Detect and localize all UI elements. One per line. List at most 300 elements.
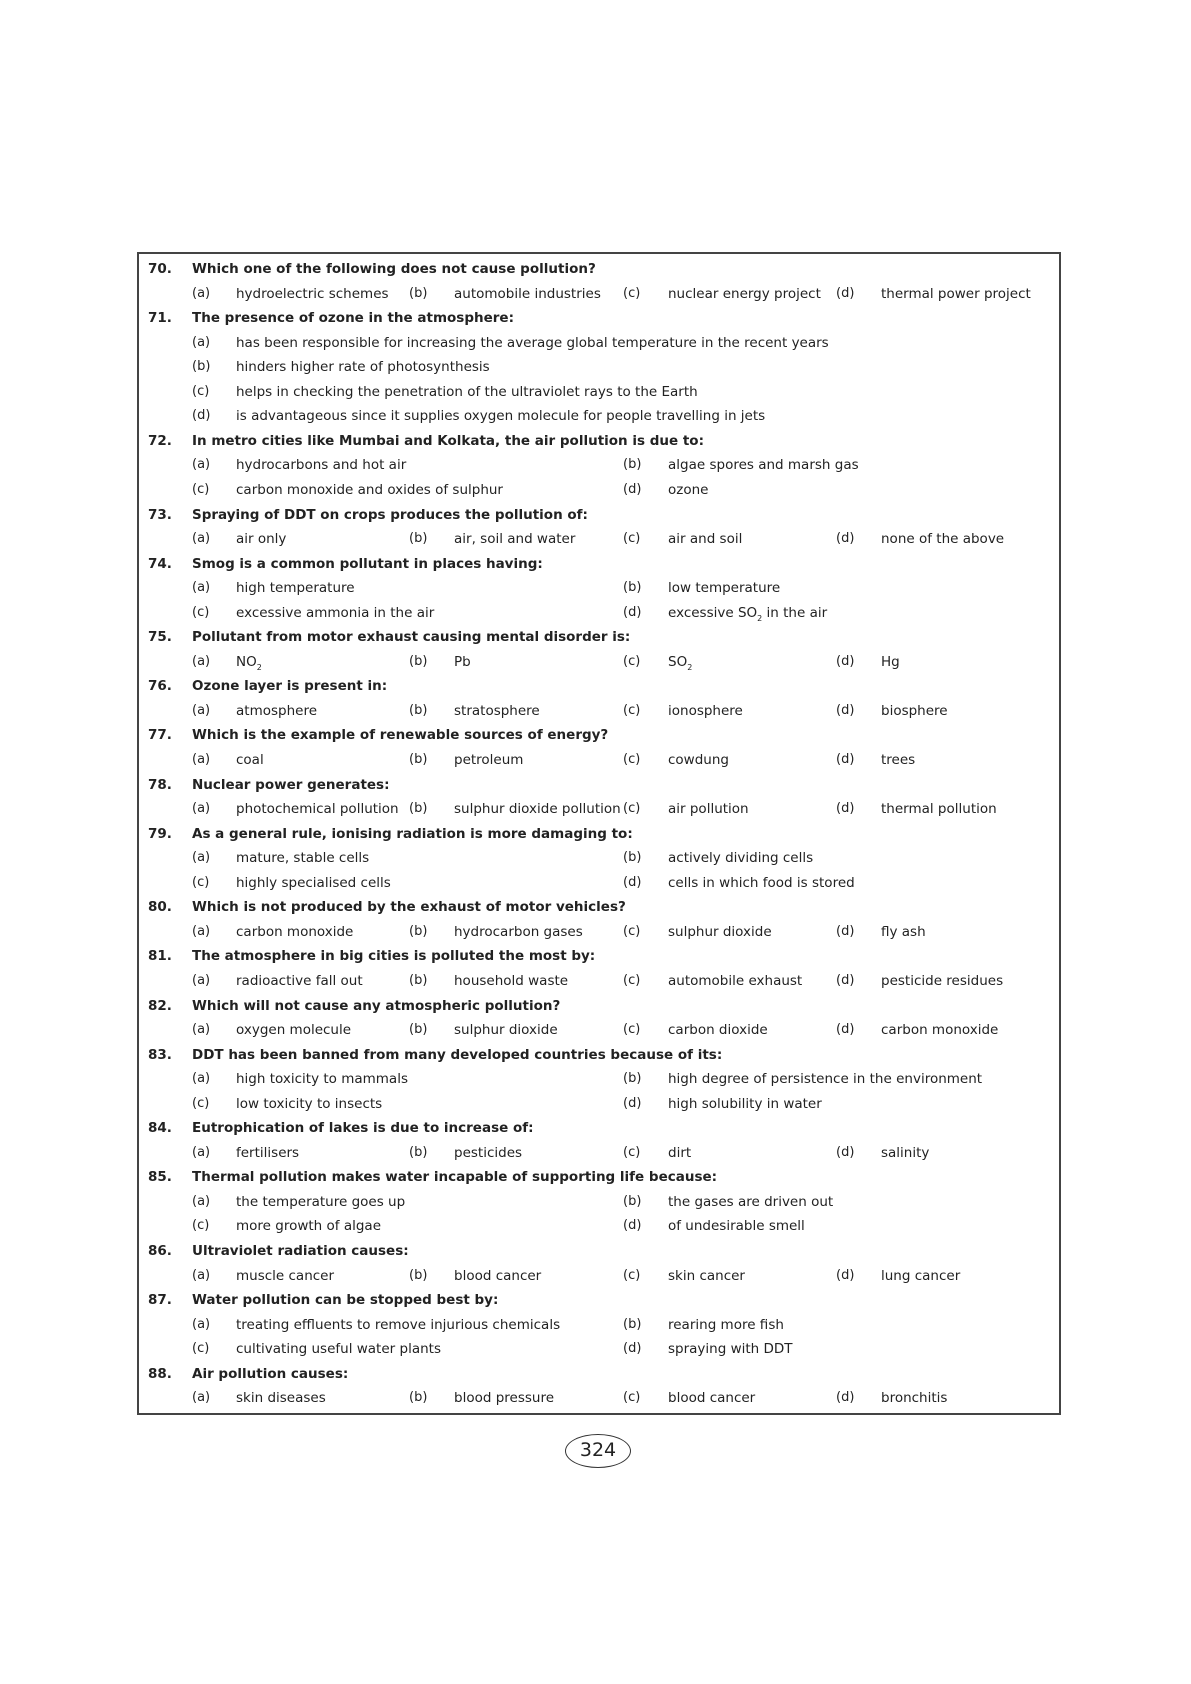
option-text-main: of undesirable smell — [668, 1218, 805, 1235]
option-label: (d) — [836, 285, 855, 301]
question-frame — [137, 252, 1061, 1415]
option-text-main: mature, stable cells — [236, 850, 370, 867]
option-text — [668, 1092, 822, 1116]
option-text — [881, 797, 997, 821]
question-row — [139, 994, 1059, 1018]
option-label: (a) — [192, 653, 211, 669]
option-text-main: air, soil and water — [454, 531, 576, 548]
option-label: (d) — [836, 1390, 855, 1406]
option-row — [139, 527, 1059, 551]
option-label: (b) — [409, 1144, 428, 1160]
option-label: (c) — [192, 1341, 210, 1357]
question-text: Air pollution causes: — [192, 1365, 349, 1382]
option-text — [668, 527, 742, 551]
option-label: (d) — [192, 408, 211, 424]
option-text-main: carbon dioxide — [668, 1022, 768, 1039]
option-text — [881, 527, 1004, 551]
option-row — [139, 404, 1059, 428]
option-row — [139, 748, 1059, 772]
option-text-main: biosphere — [881, 702, 948, 719]
question-number: 88. — [148, 1365, 172, 1382]
option-text-main: sulphur dioxide pollution — [454, 801, 621, 818]
option-text — [236, 1067, 408, 1091]
question-row — [139, 1043, 1059, 1067]
option-text — [668, 797, 749, 821]
option-text — [236, 601, 434, 625]
option-text-main: household waste — [454, 972, 569, 989]
option-text-main: petroleum — [454, 752, 524, 768]
question-row — [139, 944, 1059, 968]
option-text-main: has been responsible for increasing the average global temperature in the recent years — [236, 334, 829, 351]
option-text — [881, 1141, 929, 1165]
option-label: (a) — [192, 923, 211, 939]
option-text — [236, 355, 490, 379]
option-text-main: cultivating useful water plants — [236, 1341, 441, 1358]
option-text-main: treating effluents to remove injurious chemicals — [236, 1316, 561, 1333]
option-text — [236, 282, 389, 306]
option-label: (c) — [623, 1022, 641, 1038]
option-label: (a) — [192, 801, 211, 817]
option-text-main: air and soil — [668, 531, 743, 548]
question-number: 74. — [148, 555, 172, 572]
option-text — [668, 453, 859, 477]
option-text — [454, 699, 540, 723]
option-text-main: air only — [236, 531, 287, 548]
question-text: As a general rule, ionising radiation is more damaging to: — [192, 825, 633, 842]
question-row — [139, 1362, 1059, 1386]
option-text — [668, 871, 855, 895]
option-text-main: NO — [236, 653, 257, 670]
option-text-main: oxygen molecule — [236, 1022, 352, 1039]
option-text — [236, 920, 353, 944]
option-label: (a) — [192, 580, 211, 596]
option-text — [881, 650, 900, 674]
option-row — [139, 1264, 1059, 1288]
option-text-main: photochemical pollution — [236, 801, 399, 818]
option-label: (d) — [623, 481, 642, 497]
option-label: (d) — [623, 874, 642, 890]
option-label: (c) — [623, 531, 641, 547]
option-text-main: hydroelectric schemes — [236, 285, 389, 302]
option-text-main: skin diseases — [236, 1390, 326, 1407]
option-text-main: SO — [668, 653, 688, 670]
option-text-main: automobile industries — [454, 285, 601, 302]
option-text-main: ozone — [668, 481, 709, 498]
option-label: (d) — [836, 1267, 855, 1283]
option-text-main: hydrocarbon gases — [454, 923, 583, 940]
option-text — [668, 576, 780, 600]
option-text-main: thermal power project — [881, 285, 1031, 302]
option-text-main: blood cancer — [668, 1390, 756, 1407]
option-label: (a) — [192, 702, 211, 718]
option-text — [236, 478, 503, 502]
option-label: (a) — [192, 850, 211, 866]
question-text: Ozone layer is present in: — [192, 678, 388, 695]
option-label: (c) — [623, 923, 641, 939]
option-text — [668, 601, 827, 625]
question-row — [139, 503, 1059, 527]
option-label: (d) — [623, 1095, 642, 1111]
option-label: (b) — [623, 850, 642, 866]
option-text — [668, 846, 813, 870]
option-row — [139, 1141, 1059, 1165]
option-text — [881, 1264, 960, 1288]
option-text-main: trees — [881, 752, 916, 768]
option-label: (b) — [623, 1193, 642, 1209]
option-label: (a) — [192, 1316, 211, 1332]
option-label: (c) — [192, 1095, 210, 1111]
option-text — [236, 576, 355, 600]
option-label: (c) — [192, 874, 210, 890]
option-text — [236, 1337, 441, 1361]
option-text-main: sulphur dioxide — [668, 923, 772, 940]
option-text — [668, 1214, 805, 1238]
option-label: (b) — [409, 531, 428, 547]
option-label: (d) — [836, 972, 855, 988]
option-text — [668, 1190, 833, 1214]
option-label: (b) — [409, 801, 428, 817]
option-text — [454, 282, 601, 306]
option-row — [139, 478, 1059, 502]
option-text-main: fly ash — [881, 923, 926, 940]
option-label: (a) — [192, 1267, 211, 1283]
option-text — [881, 748, 915, 772]
option-text-main: cowdung — [668, 752, 729, 768]
question-text: Eutrophication of lakes is due to increase of: — [192, 1120, 534, 1137]
question-number: 71. — [148, 310, 172, 327]
option-label: (a) — [192, 457, 211, 473]
option-label: (c) — [623, 1390, 641, 1406]
option-text — [236, 1141, 299, 1165]
option-text-main: skin cancer — [668, 1267, 745, 1284]
option-label: (a) — [192, 1390, 211, 1406]
option-label: (d) — [623, 1218, 642, 1234]
option-text-main: algae spores and marsh gas — [668, 457, 859, 474]
question-text: The atmosphere in big cities is polluted the most by: — [192, 948, 596, 965]
option-row — [139, 1092, 1059, 1116]
option-text-main: radioactive fall out — [236, 972, 363, 989]
question-text: In metro cities like Mumbai and Kolkata, the air pollution is due to: — [192, 432, 704, 449]
option-label: (d) — [836, 653, 855, 669]
option-text — [236, 380, 698, 404]
option-text — [236, 453, 406, 477]
option-text — [454, 1386, 554, 1410]
question-number: 76. — [148, 678, 172, 695]
option-row — [139, 282, 1059, 306]
question-row — [139, 1165, 1059, 1189]
option-row — [139, 920, 1059, 944]
option-text-main: dirt — [668, 1144, 692, 1161]
option-text-main: bronchitis — [881, 1390, 948, 1407]
option-text — [881, 1018, 998, 1042]
option-label: (c) — [623, 702, 641, 718]
option-label: (a) — [192, 972, 211, 988]
question-text: DDT has been banned from many developed countries because of its: — [192, 1046, 723, 1063]
option-text-main: low temperature — [668, 580, 781, 597]
option-text — [668, 1386, 755, 1410]
question-text: Thermal pollution makes water incapable of supporting life because: — [192, 1169, 718, 1186]
option-text-main: muscle cancer — [236, 1267, 335, 1284]
option-text-main: hinders higher rate of photosynthesis — [236, 359, 490, 376]
option-label: (b) — [409, 653, 428, 669]
option-label: (b) — [623, 1071, 642, 1087]
option-row — [139, 871, 1059, 895]
question-row — [139, 1288, 1059, 1312]
option-text — [236, 1386, 326, 1410]
option-text-main: none of the above — [881, 531, 1005, 548]
option-label: (b) — [409, 285, 428, 301]
option-row — [139, 1337, 1059, 1361]
option-label: (a) — [192, 285, 211, 301]
option-row — [139, 1214, 1059, 1238]
option-text-main: highly specialised cells — [236, 874, 391, 891]
option-text-main: stratosphere — [454, 702, 540, 719]
option-label: (a) — [192, 1022, 211, 1038]
option-text — [454, 797, 621, 821]
option-text-main: carbon monoxide — [881, 1022, 999, 1039]
option-text — [236, 1313, 560, 1337]
option-text-main: automobile exhaust — [668, 972, 803, 989]
question-row — [139, 723, 1059, 747]
option-text-main: helps in checking the penetration of the ultraviolet rays to the Earth — [236, 383, 698, 400]
option-text-main: more growth of algae — [236, 1218, 381, 1235]
option-label: (c) — [192, 383, 210, 399]
option-label: (a) — [192, 334, 211, 350]
option-text-main: is advantageous since it supplies oxygen molecule for people travelling in jets — [236, 408, 766, 425]
option-text — [236, 871, 391, 895]
option-label: (d) — [836, 923, 855, 939]
option-text — [454, 1141, 522, 1165]
option-row — [139, 1386, 1059, 1410]
option-text-main: Pb — [454, 653, 471, 670]
option-label: (a) — [192, 752, 211, 767]
question-number: 72. — [148, 432, 172, 449]
option-text-after: in the air — [762, 604, 828, 621]
option-label: (c) — [192, 481, 210, 497]
option-label: (a) — [192, 531, 211, 547]
question-text: Nuclear power generates: — [192, 776, 390, 793]
option-text — [454, 1264, 541, 1288]
question-number: 86. — [148, 1243, 172, 1259]
option-text-main: high solubility in water — [668, 1095, 822, 1112]
option-label: (b) — [409, 1390, 428, 1406]
option-text-main: lung cancer — [881, 1267, 961, 1284]
option-row — [139, 650, 1059, 674]
question-row — [139, 895, 1059, 919]
option-text-main: spraying with DDT — [668, 1341, 793, 1358]
option-text-main: blood cancer — [454, 1267, 542, 1284]
option-text — [454, 969, 568, 993]
option-text — [236, 1018, 351, 1042]
question-number: 73. — [148, 506, 172, 523]
option-text — [668, 1141, 691, 1165]
option-label: (d) — [836, 702, 855, 718]
question-number: 80. — [148, 899, 172, 916]
option-text — [668, 1337, 793, 1361]
option-text — [454, 920, 583, 944]
option-text — [236, 527, 286, 551]
option-text-main: pesticide residues — [881, 972, 1004, 989]
option-label: (c) — [623, 1267, 641, 1283]
question-row — [139, 674, 1059, 698]
question-number: 84. — [148, 1120, 172, 1137]
option-text — [668, 282, 821, 306]
question-row — [139, 429, 1059, 453]
option-label: (d) — [836, 1022, 855, 1038]
option-row — [139, 453, 1059, 477]
option-row — [139, 846, 1059, 870]
option-row — [139, 797, 1059, 821]
question-number: 79. — [148, 825, 172, 842]
option-row — [139, 576, 1059, 600]
question-row — [139, 306, 1059, 330]
option-text — [236, 969, 363, 993]
option-row — [139, 969, 1059, 993]
option-label: (a) — [192, 1193, 211, 1209]
option-text — [236, 650, 262, 674]
question-row — [139, 257, 1059, 281]
option-text-main: the gases are driven out — [668, 1193, 834, 1210]
option-text — [881, 282, 1031, 306]
option-label: (b) — [409, 752, 428, 767]
option-label: (d) — [836, 752, 855, 767]
option-text-main: coal — [236, 752, 264, 768]
option-text — [454, 748, 523, 772]
option-text — [454, 527, 575, 551]
option-text-main: salinity — [881, 1144, 930, 1161]
option-label: (d) — [623, 604, 642, 620]
option-text — [668, 1018, 768, 1042]
question-number: 78. — [148, 776, 172, 793]
subscript: 2 — [256, 662, 262, 672]
option-text — [454, 650, 471, 674]
option-text — [881, 969, 1003, 993]
question-text: The presence of ozone in the atmosphere: — [192, 310, 514, 327]
option-label: (d) — [836, 801, 855, 817]
question-number: 83. — [148, 1046, 172, 1063]
question-text: Ultraviolet radiation causes: — [192, 1243, 409, 1259]
option-row — [139, 601, 1059, 625]
option-text-main: Hg — [881, 653, 900, 670]
option-label: (c) — [192, 604, 210, 620]
question-text: Which is the example of renewable sources of energy? — [192, 727, 609, 744]
option-text-main: pesticides — [454, 1144, 523, 1161]
page-number: 324 — [565, 1434, 631, 1468]
subscript: 2 — [687, 662, 693, 672]
question-number: 85. — [148, 1169, 172, 1186]
option-label: (c) — [623, 1144, 641, 1160]
option-label: (c) — [623, 801, 641, 817]
question-row — [139, 1116, 1059, 1140]
question-number: 82. — [148, 997, 172, 1014]
option-label: (b) — [623, 1316, 642, 1332]
option-text — [881, 699, 948, 723]
option-text — [668, 920, 772, 944]
option-text — [668, 699, 743, 723]
option-row — [139, 1018, 1059, 1042]
option-label: (b) — [192, 359, 211, 375]
question-number: 87. — [148, 1292, 172, 1309]
question-text: Which one of the following does not cause pollution? — [192, 261, 596, 277]
option-text-main: excessive ammonia in the air — [236, 604, 435, 621]
option-label: (b) — [623, 580, 642, 596]
option-label: (b) — [409, 1267, 428, 1283]
question-number: 70. — [148, 261, 172, 277]
option-label: (b) — [409, 923, 428, 939]
question-row — [139, 552, 1059, 576]
option-text-main: sulphur dioxide — [454, 1022, 558, 1039]
option-row — [139, 1313, 1059, 1337]
option-label: (c) — [623, 752, 641, 767]
option-text — [236, 1214, 381, 1238]
option-label: (a) — [192, 1071, 211, 1087]
option-row — [139, 355, 1059, 379]
option-text-main: hydrocarbons and hot air — [236, 457, 407, 474]
option-text-main: atmosphere — [236, 702, 317, 719]
option-text-main: fertilisers — [236, 1144, 300, 1161]
option-text — [668, 650, 692, 674]
option-text — [454, 1018, 558, 1042]
option-text-main: carbon monoxide — [236, 923, 354, 940]
option-label: (b) — [409, 972, 428, 988]
option-text-main: cells in which food is stored — [668, 874, 855, 891]
option-text-main: high toxicity to mammals — [236, 1071, 408, 1088]
question-row — [139, 773, 1059, 797]
question-row — [139, 822, 1059, 846]
option-text-main: high temperature — [236, 580, 355, 597]
option-text-main: high degree of persistence in the environment — [668, 1071, 983, 1088]
option-text-main: nuclear energy project — [668, 285, 821, 302]
option-label: (b) — [409, 1022, 428, 1038]
option-label: (a) — [192, 1144, 211, 1160]
question-text: Spraying of DDT on crops produces the pollution of: — [192, 506, 588, 523]
option-text-main: carbon monoxide and oxides of sulphur — [236, 481, 503, 498]
option-label: (c) — [192, 1218, 210, 1234]
option-text — [668, 1264, 745, 1288]
option-label: (c) — [623, 285, 641, 301]
option-text-main: excessive SO — [668, 604, 758, 621]
option-text — [668, 969, 802, 993]
question-row — [139, 625, 1059, 649]
question-text: Smog is a common pollutant in places having: — [192, 555, 543, 572]
option-label: (d) — [836, 531, 855, 547]
option-text — [236, 846, 369, 870]
option-text — [881, 1386, 947, 1410]
option-label: (b) — [409, 702, 428, 718]
option-text-main: blood pressure — [454, 1390, 555, 1407]
question-text: Water pollution can be stopped best by: — [192, 1292, 499, 1309]
question-number: 77. — [148, 727, 172, 744]
option-row — [139, 1067, 1059, 1091]
question-text: Which is not produced by the exhaust of motor vehicles? — [192, 899, 626, 916]
option-label: (c) — [623, 972, 641, 988]
option-text — [668, 1313, 784, 1337]
question-row — [139, 1239, 1059, 1263]
option-text — [236, 331, 829, 355]
option-text — [881, 920, 926, 944]
option-text — [236, 699, 317, 723]
option-text-main: thermal pollution — [881, 801, 997, 818]
option-text — [236, 797, 399, 821]
option-text — [236, 748, 264, 772]
option-label: (d) — [836, 1144, 855, 1160]
subscript: 2 — [757, 613, 763, 623]
option-row — [139, 699, 1059, 723]
question-text: Which will not cause any atmospheric pollution? — [192, 997, 561, 1014]
option-row — [139, 380, 1059, 404]
option-text-main: ionosphere — [668, 702, 743, 719]
option-label: (d) — [623, 1341, 642, 1357]
